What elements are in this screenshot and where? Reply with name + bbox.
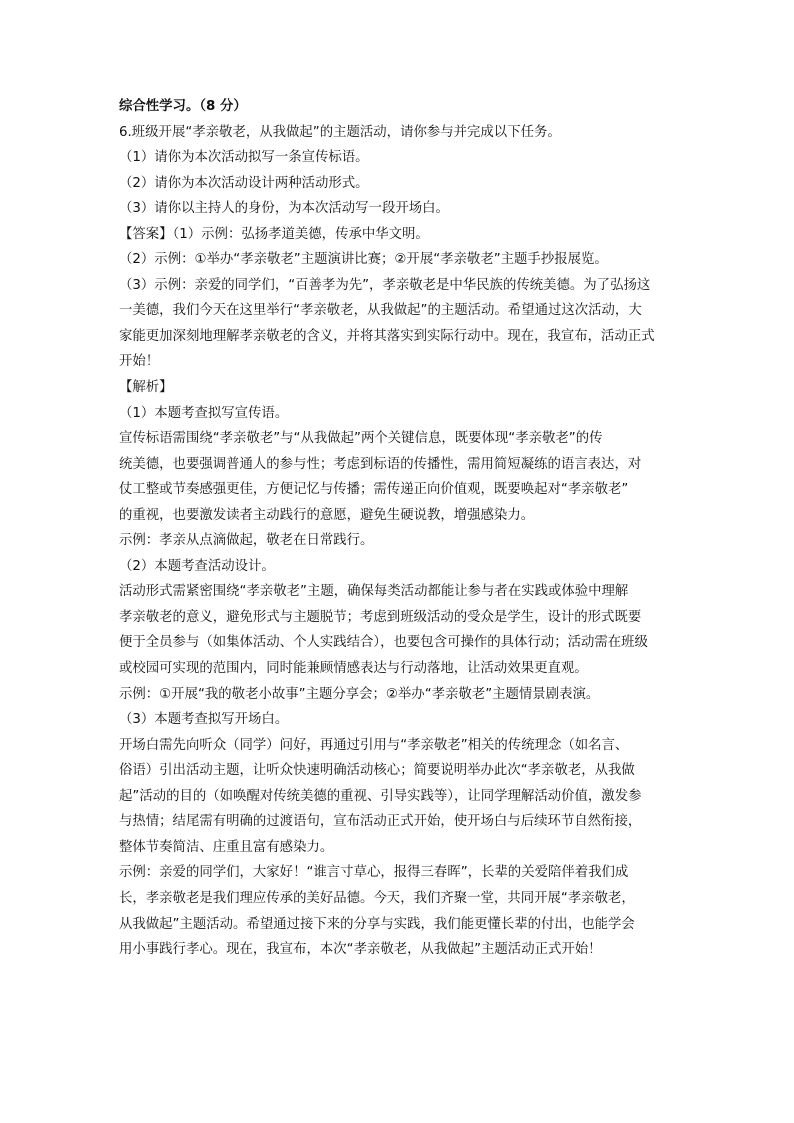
text-line: （3）示例：亲爱的同学们，“百善孝为先”，孝亲敬老是中华民族的传统美德。为了弘扬这 [119,277,651,293]
text-line: 俗语）引出活动主题，让听众快速明确活动核心；简要说明举办此次“孝亲敬老，从我做 [119,763,635,779]
text-line: 用小事践行孝心。现在，我宣布，本次“孝亲敬老，从我做起”主题活动正式开始！ [119,942,602,958]
text-line: 示例：①开展“我的敬老小故事”主题分享会；②举办“孝亲敬老”主题情景剧表演。 [119,686,600,702]
text-line: 【答案】（1）示例：弘扬孝道美德，传承中华文明。 [119,226,429,242]
document-body [119,94,679,963]
section-heading: 综合性学习。（8 分） [119,99,247,114]
text-line: 开始！ [119,354,160,370]
text-line: 【解析】 [119,380,173,396]
text-line: 统美德，也要强调普通人的参与性；考虑到标语的传播性，需用简短凝练的语言表达，对 [119,456,642,472]
text-line: 从我做起”主题活动。希望通过接下来的分享与实践，我们能更懂长辈的付出，也能学会 [119,916,635,932]
text-line: 孝亲敬老的意义，避免形式与主题脱节；考虑到班级活动的受众是学生，设计的形式既要 [119,609,642,625]
text-line: （3）请你以主持人的身份，为本次活动写一段开场白。 [119,201,449,217]
text-line: 6.班级开展“孝亲敬老，从我做起”的主题活动，请你参与并完成以下任务。 [119,124,561,140]
text-line: （2）示例：①举办“孝亲敬老”主题演讲比赛；②开展“孝亲敬老”主题手抄报展览。 [119,252,608,268]
text-line: 示例：孝亲从点滴做起，敬老在日常践行。 [119,533,374,549]
text-line: 宣传标语需围绕“孝亲敬老”与“从我做起”两个关键信息，既要体现“孝亲敬老”的传 [119,431,603,447]
text-line: （2）本题考查活动设计。 [119,558,275,574]
text-line: 整体节奏简洁、庄重且富有感染力。 [119,839,334,855]
text-line: 示例：亲爱的同学们，大家好！“谁言寸草心，报得三春晖”，长辈的关爱陪伴着我们成 [119,865,629,881]
text-line: （3）本题考查拟写开场白。 [119,712,289,728]
text-line: 或校园可实现的范围内，同时能兼顾情感表达与行动落地，让活动效果更直观。 [119,661,588,677]
text-line: 的重视，也要激发读者主动践行的意愿，避免生硬说教，增强感染力。 [119,507,535,523]
text-line: （1）本题考查拟写宣传语。 [119,405,289,421]
text-line: （2）请你为本次活动设计两种活动形式。 [119,175,369,191]
text-line: 与热情；结尾需有明确的过渡语句，宣布活动正式开始，使开场白与后续环节自然衔接， [119,814,642,830]
text-line: 一美德，我们今天在这里举行“孝亲敬老，从我做起”的主题活动。希望通过这次活动，大 [119,303,642,319]
text-line: 起”活动的目的（如唤醒对传统美德的重视、引导实践等），让同学理解活动价值，激发参 [119,788,642,804]
text-line: 家能更加深刻地理解孝亲敬老的含义，并将其落实到实际行动中。现在，我宣布，活动正式 [119,328,655,344]
text-line: 便于全员参与（如集体活动、个人实践结合），也要包含可操作的具体行动；活动需在班级 [119,635,648,651]
text-line: 仗工整或节奏感强更佳，方便记忆与传播；需传递正向价值观，既要唤起对“孝亲敬老” [119,482,629,498]
text-line: 开场白需先向听众（同学）问好，再通过引用与“孝亲敬老”相关的传统理念（如名言、 [119,737,629,753]
text-line: 长，孝亲敬老是我们理应传承的美好品德。今天，我们齐聚一堂，共同开展“孝亲敬老， [119,890,635,906]
text-line: （1）请你为本次活动拟写一条宣传标语。 [119,150,369,166]
text-line: 活动形式需紧密围绕“孝亲敬老”主题，确保每类活动都能让参与者在实践或体验中理解 [119,584,629,600]
